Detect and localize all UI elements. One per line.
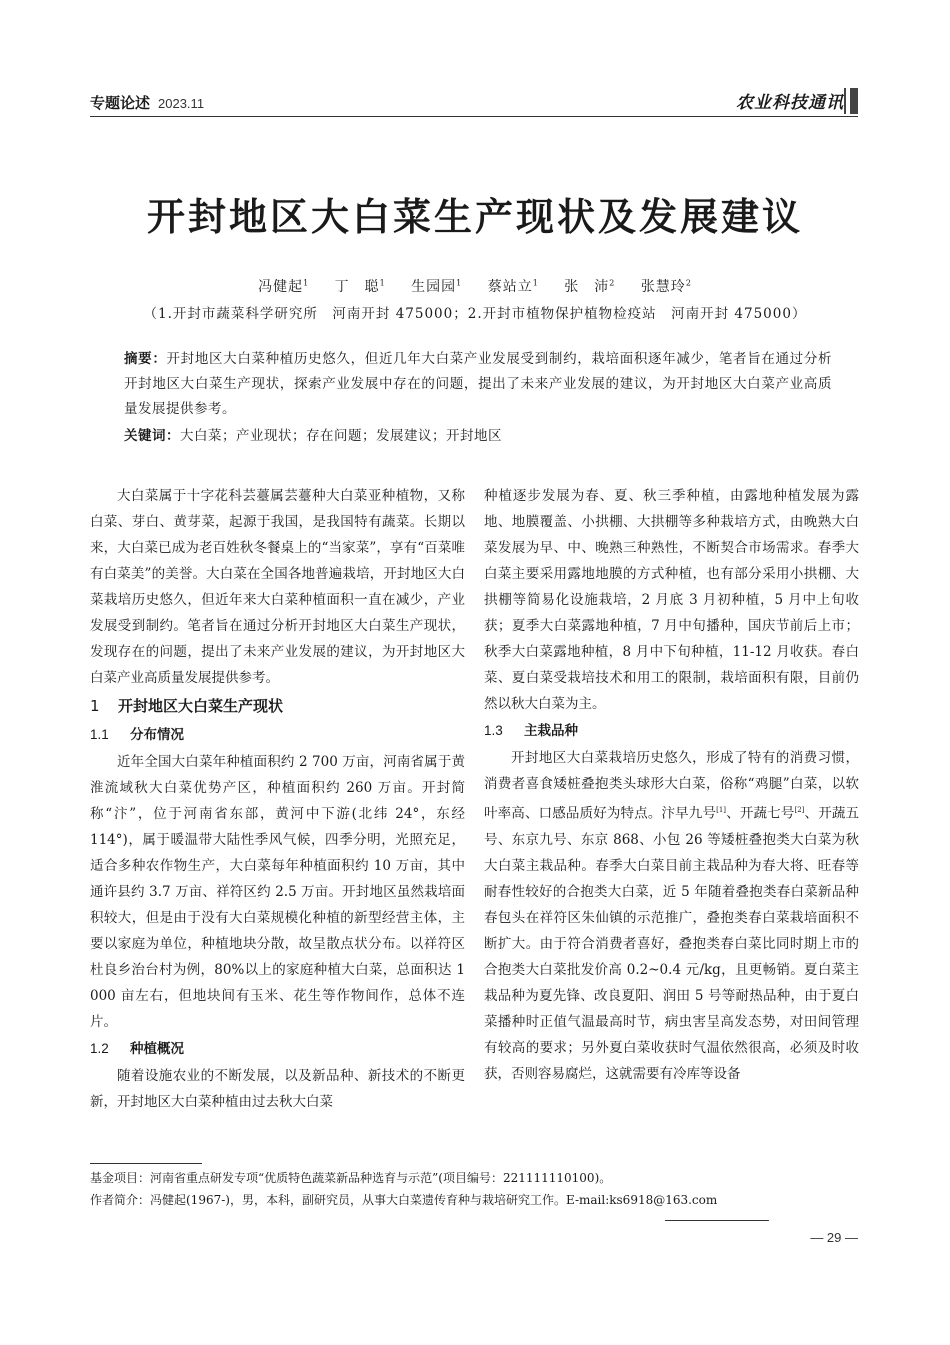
- subsection-heading: 1.3 主栽品种: [484, 723, 578, 739]
- subsection-heading: 1.2 种植概况: [90, 1041, 184, 1057]
- affiliations: （1.开封市蔬菜科学研究所 河南开封 475000；2.开封市植物保护植物检疫站 河南开封 475000）: [143, 306, 807, 322]
- author-list: [0, 276, 950, 296]
- planting-paragraph-cont: 种植逐步发展为春、夏、秋三季种植，由露地种植发展为露地、地膜覆盖、小拱棚、大拱棚等多种栽培方式，由晚熟大白菜发展为早、中、晚熟三种熟性，不断契合市场需求。春季大白菜主要采用露地地膜的方式种植，也有部分采用小拱棚、大拱棚等简易化设施栽培，2 月底 3 月初种植，5 月中上旬收获；夏季大白菜露地种植，7 月中旬播种，国庆节前后上市；秋季大白菜露地种植，8 月中下旬种植，11-12 月收获。春白菜、夏白菜受栽培技术和用工的限制，栽培面积有限，目前仍然以秋大白菜为主。: [484, 488, 859, 712]
- planting-paragraph-start: 随着设施农业的不断发展，以及新品种、新技术的不断更新，开封地区大白菜种植由过去秋大白菜: [90, 1068, 465, 1110]
- keywords-text: 大白菜；产业现状；存在问题；发展建议；开封地区: [180, 428, 502, 444]
- author: 张 沛$^2$: [564, 278, 616, 295]
- author: 蔡站立$^1$: [487, 278, 539, 295]
- header-rule: [90, 116, 858, 117]
- author: 冯健起$^1$: [258, 278, 310, 295]
- funding-note: 基金项目：河南省重点研发专项“优质特色蔬菜新品种选育与示范”(项目编号：221111110100)。: [90, 1171, 612, 1185]
- citation: [2]: [794, 806, 805, 814]
- author-note: 作者简介：冯健起(1967-)，男，本科，副研究员，从事大白菜遗传育种与栽培研究工作。E-mail:ks6918@163.com: [90, 1193, 718, 1207]
- keywords-label: 关键词：: [124, 428, 180, 444]
- paper-title: 开封地区大白菜生产现状及发展建议: [146, 195, 803, 239]
- header-bar: [850, 88, 858, 114]
- section-heading: 1 开封地区大白菜生产现状: [90, 697, 284, 715]
- body-column-right: [484, 483, 859, 1087]
- distribution-paragraph: 近年全国大白菜年种植面积约 2 700 万亩，河南省属于黄淮流域秋大白菜优势产区，种植面积约 260 万亩。开封简称“汴”，位于河南省东部，黄河中下游(北纬 24°，东经 114°)，属于暖温带大陆性季风气候，四季分明，光照充足，适合多种农作物生产，大白菜每年种植面积约 10 万亩，其中通许县约 3.7 万亩、祥符区约 2.5 万亩。开封地区虽然栽培面积较大，但是由于没有大白菜规模化种植的新型经营主体，主要以家庭为单位，种植地块分散，故呈散点状分布。以祥符区杜良乡治台村为例，80%以上的家庭种植大白菜，总面积达 1 000 亩左右，但地块间有玉米、花生等作物间作，总体不连片。: [90, 754, 465, 1030]
- author: 丁 聪$^1$: [334, 278, 386, 295]
- varieties-paragraph: 开封地区大白菜栽培历史悠久，形成了特有的消费习惯，消费者喜食矮桩叠抱类头球形大白菜，俗称“鸡腿”白菜，以软叶率高、口感品质好为特点。汴早九号[1]、开蔬七号[2]、开蔬五号、东京九号、东京 868、小包 26 等矮桩叠抱类大白菜为秋大白菜主栽品种。春季大白菜目前主栽品种为春大将、旺春等耐春性较好的合抱类大白菜，近 5 年随着叠抱类春白菜新品种春包头在祥符区朱仙镇的示范推广，叠抱类春白菜栽培面积不断扩大。由于符合消费者喜好，叠抱类春白菜比同时期上市的合抱类大白菜批发价高 0.2~0.4 元/kg，且更畅销。夏白菜主栽品种为夏先锋、改良夏阳、润田 5 号等耐热品种，由于夏白菜播种时正值气温最高时节，病虫害呈高发态势，对田间管理有较高的要求；另外夏白菜收获时气温依然很高，必须及时收获，否则容易腐烂，这就需要有冷库等设备: [484, 750, 860, 1082]
- running-header: [90, 92, 204, 113]
- author: 生园园$^1$: [411, 278, 463, 295]
- footnote-rule: [90, 1163, 202, 1164]
- keywords: [124, 424, 832, 449]
- abstract-label: 摘要：: [124, 351, 167, 367]
- footnote-rule-right: [665, 1220, 769, 1221]
- header-bar-thin: [844, 88, 846, 114]
- issue-date: 2023.11: [158, 96, 205, 111]
- journal-logo: 农业科技通讯: [736, 93, 844, 113]
- intro-paragraph: 大白菜属于十字花科芸薹属芸薹种大白菜亚种植物，又称白菜、芽白、黄芽菜，起源于我国，是我国特有蔬菜。长期以来，大白菜已成为老百姓秋冬餐桌上的“当家菜”，享有“百菜唯有白菜美”的美誉。大白菜在全国各地普遍栽培，开封地区大白菜栽培历史悠久，但近年来大白菜种植面积一直在减少，产业发展受到制约。笔者旨在通过分析开封地区大白菜生产现状，发现存在的问题，提出了未来产业发展的建议，为开封地区大白菜产业高质量发展提供参考。: [90, 488, 465, 686]
- author: 张慧玲$^2$: [640, 278, 692, 295]
- citation: [1]: [716, 806, 727, 814]
- section-label: 专题论述: [90, 94, 151, 112]
- subsection-heading: 1.1 分布情况: [90, 727, 184, 743]
- abstract-text: 开封地区大白菜种植历史悠久，但近几年大白菜产业发展受到制约，栽培面积逐年减少，笔者旨在通过分析开封地区大白菜生产现状，探索产业发展中存在的问题，提出了未来产业发展的建议，为开封地区大白菜产业高质量发展提供参考。: [124, 351, 833, 417]
- abstract: [124, 347, 832, 422]
- page-number: — 29 —: [810, 1230, 858, 1245]
- body-column-left: [90, 483, 465, 1115]
